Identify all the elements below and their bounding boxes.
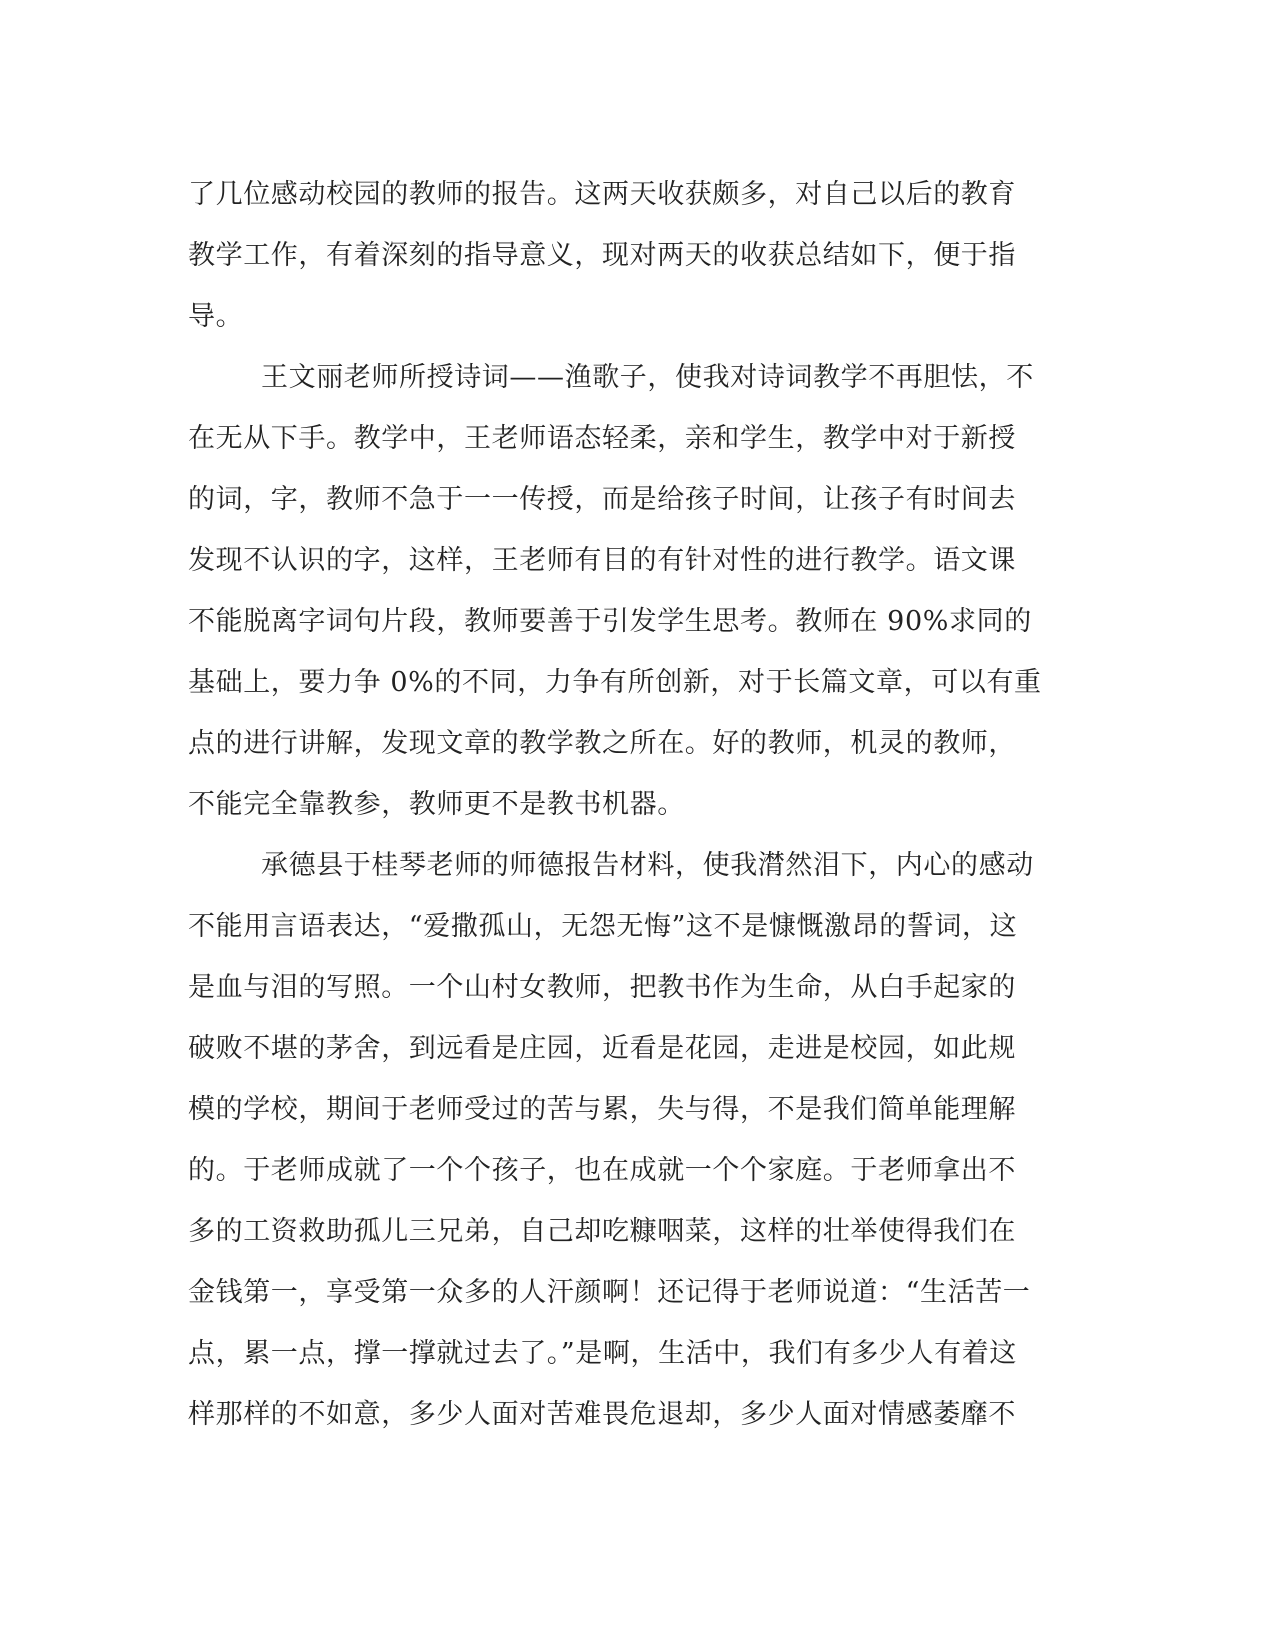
paragraph-2 (188, 347, 1068, 835)
text-line: 金钱第一，享受第一众多的人汗颜啊！还记得于老师说道：“生活苦一 (188, 1277, 1031, 1308)
text-line: 样那样的不如意，多少人面对苦难畏危退却，多少人面对情感萎靡不 (188, 1399, 1016, 1430)
text-line: 在无从下手。教学中，王老师语态轻柔，亲和学生，教学中对于新授 (188, 423, 1016, 454)
text-line: 不能脱离字词句片段，教师要善于引发学生思考。教师在 90%求同的 (188, 606, 1032, 637)
text-line: 发现不认识的字，这样，王老师有目的有针对性的进行教学。语文课 (188, 545, 1016, 576)
body-text (188, 164, 1068, 1445)
paragraph-3 (188, 835, 1068, 1445)
text-line: 基础上，要力争 0%的不同，力争有所创新，对于长篇文章，可以有重 (188, 667, 1042, 698)
text-line: 承德县于桂琴老师的师德报告材料，使我潸然泪下，内心的感动 (261, 850, 1034, 881)
text-line: 不能完全靠教参，教师更不是教书机器。 (188, 789, 685, 820)
text-line: 破败不堪的茅舍，到远看是庄园，近看是花园，走进是校园，如此规 (188, 1033, 1016, 1064)
text-line: 王文丽老师所授诗词——渔歌子，使我对诗词教学不再胆怯，不 (261, 362, 1034, 393)
text-line: 的。于老师成就了一个个孩子，也在成就一个个家庭。于老师拿出不 (188, 1155, 1016, 1186)
text-line: 导。 (188, 301, 244, 332)
text-line: 教学工作，有着深刻的指导意义，现对两天的收获总结如下，便于指 (188, 240, 1016, 271)
text-line: 不能用言语表达，“爱撒孤山，无怨无悔”这不是慷慨激昂的誓词，这 (188, 911, 1018, 942)
text-line: 多的工资救助孤儿三兄弟，自己却吃糠咽菜，这样的壮举使得我们在 (188, 1216, 1016, 1247)
text-line: 是血与泪的写照。一个山村女教师，把教书作为生命，从白手起家的 (188, 972, 1016, 1003)
text-line: 的词，字，教师不急于一一传授，而是给孩子时间，让孩子有时间去 (188, 484, 1016, 515)
text-line: 点的进行讲解，发现文章的教学教之所在。好的教师，机灵的教师， (188, 728, 1016, 759)
text-line: 了几位感动校园的教师的报告。这两天收获颇多，对自己以后的教育 (188, 179, 1016, 210)
paragraph-1 (188, 164, 1068, 347)
text-line: 模的学校，期间于老师受过的苦与累，失与得，不是我们简单能理解 (188, 1094, 1016, 1125)
text-line: 点，累一点，撑一撑就过去了。”是啊，生活中，我们有多少人有着这 (188, 1338, 1017, 1369)
